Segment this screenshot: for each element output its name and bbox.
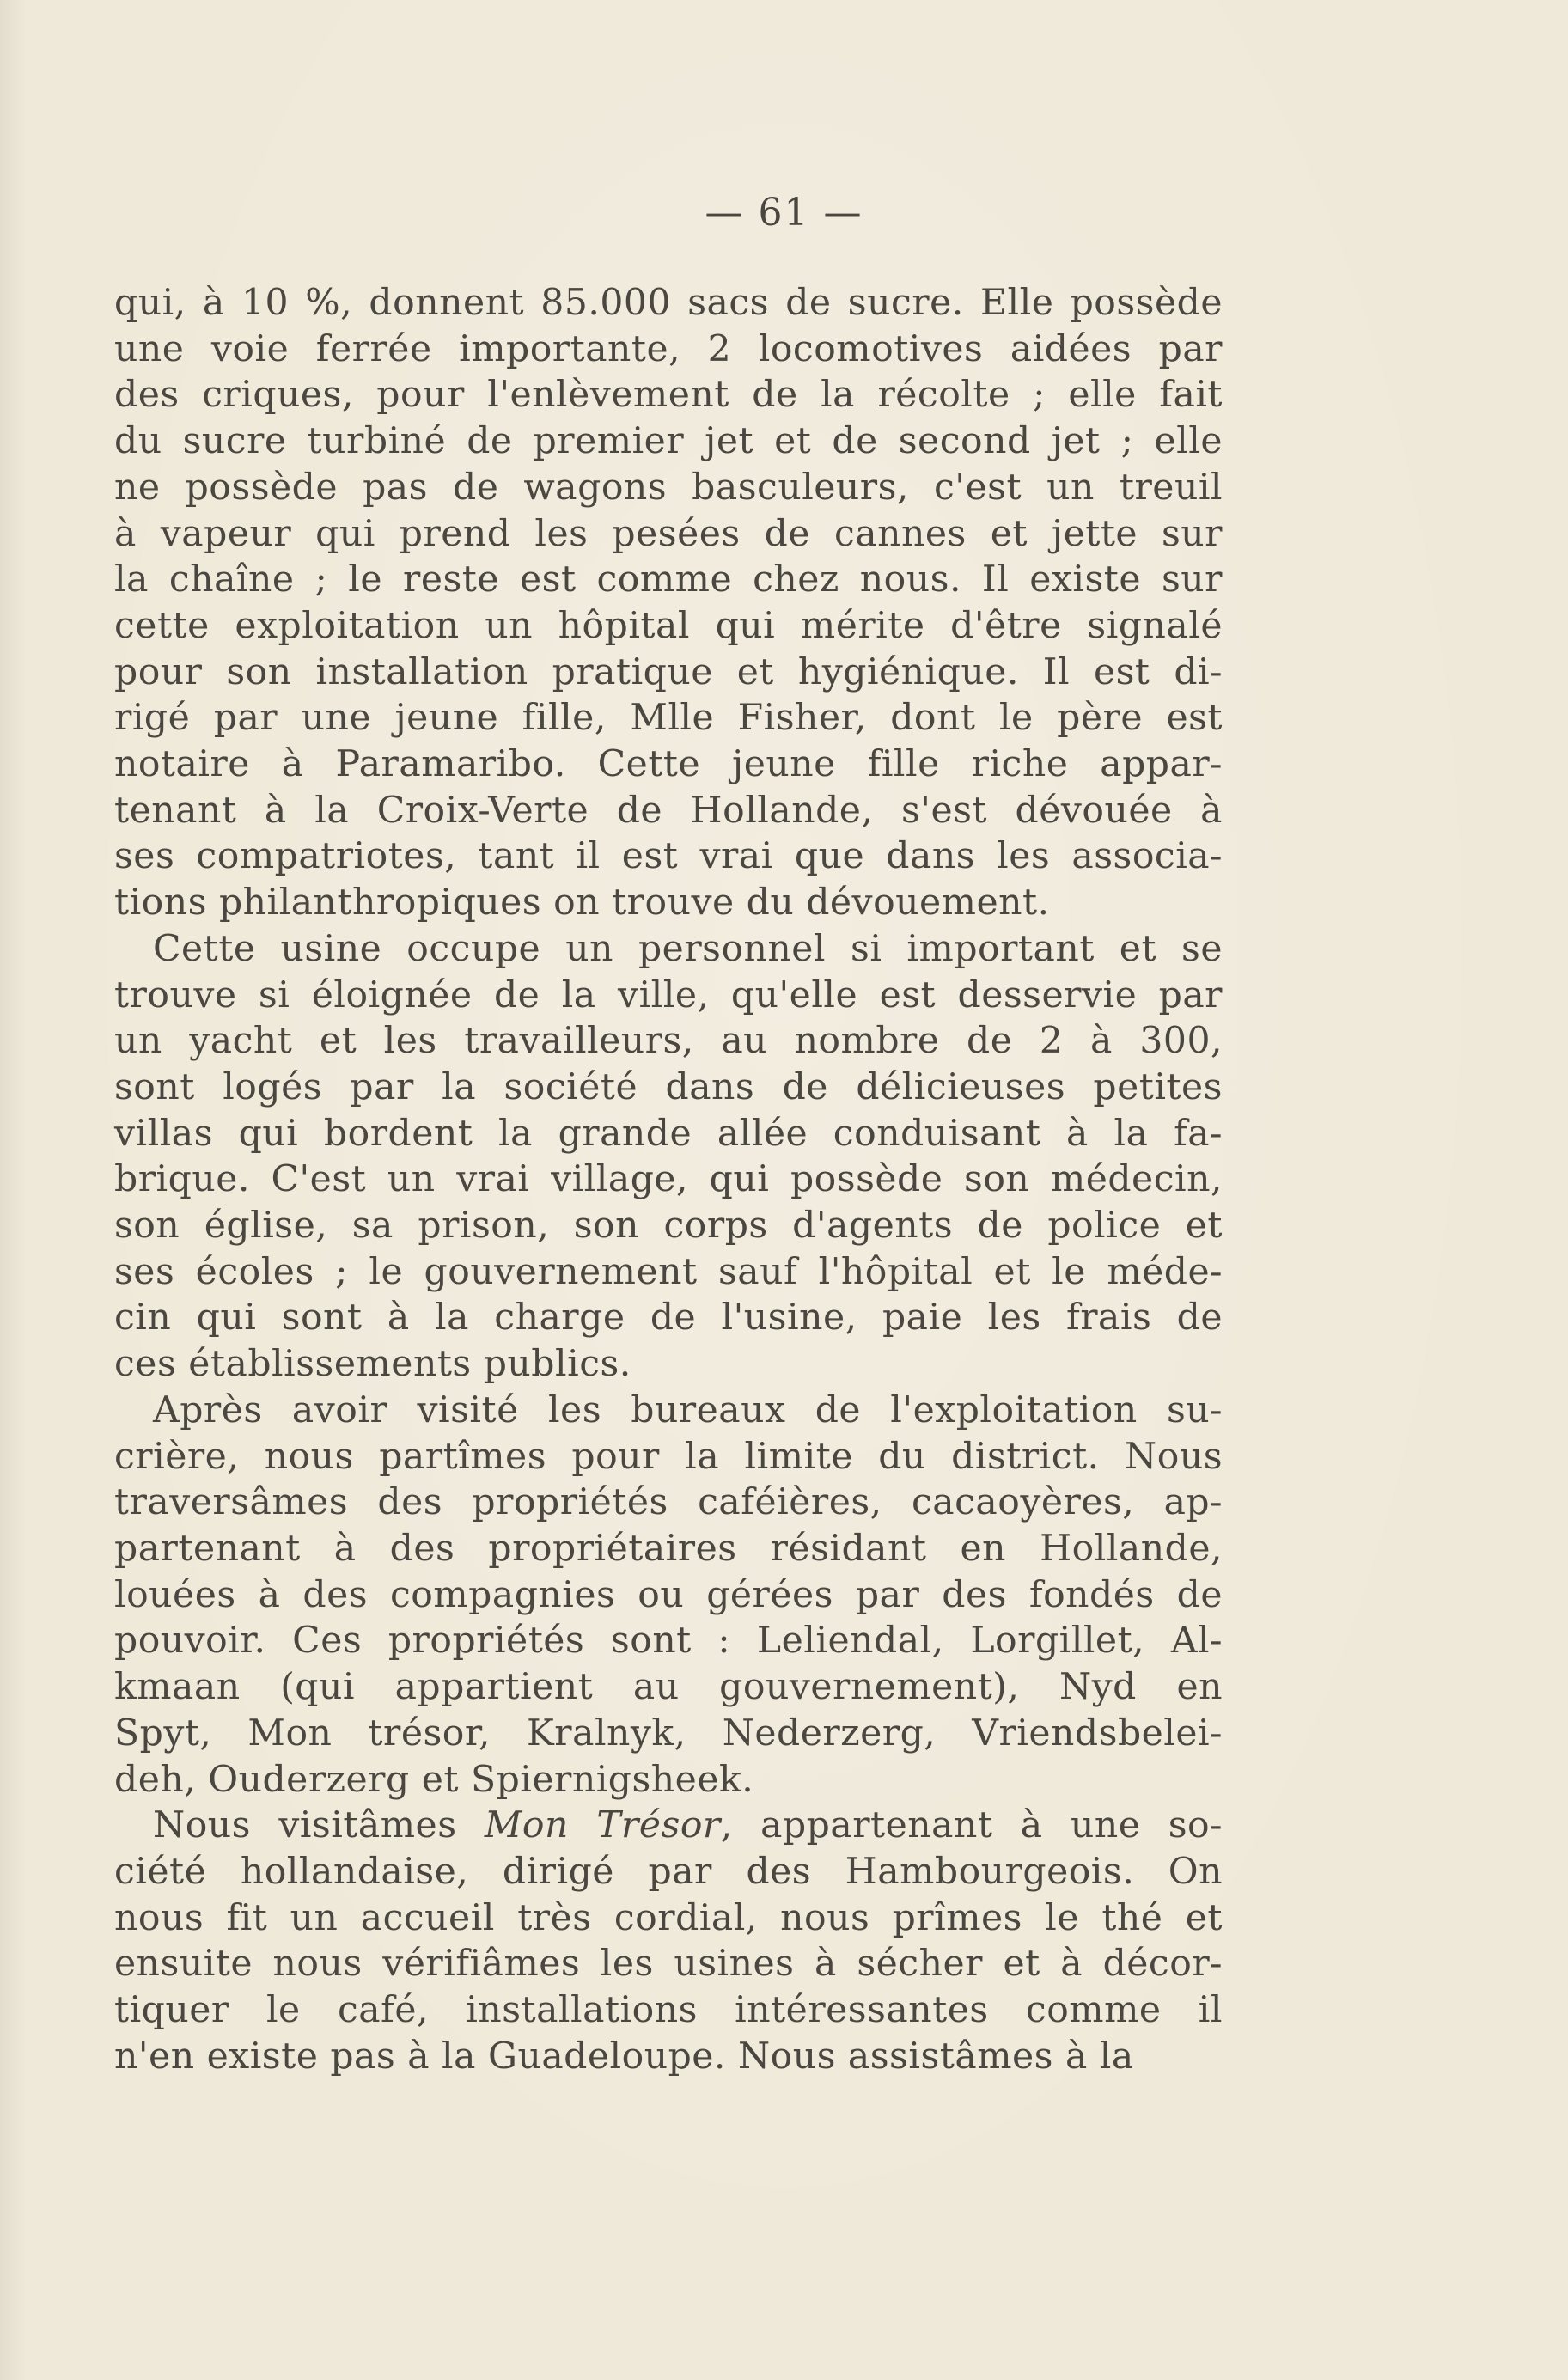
text-line: ces établissements publics. xyxy=(114,1343,631,1386)
text-line: rigé par une jeune fille, Mlle Fisher, dont le père est xyxy=(114,697,1223,740)
text-line: crière, nous partîmes pour la limite du district. Nous xyxy=(114,1435,1223,1478)
text-line: deh, Ouderzerg et Spiernigsheek. xyxy=(114,1758,754,1801)
text-line: n'en existe pas à la Guadeloupe. Nous assistâmes à la xyxy=(114,2035,1134,2078)
text-line: à vapeur qui prend les pesées de cannes et jette sur xyxy=(114,512,1223,555)
text-line: kmaan (qui appartient au gouvernement), Nyd en xyxy=(114,1666,1223,1709)
text-line: une voie ferrée importante, 2 locomotives aidées par xyxy=(114,327,1223,370)
body-text xyxy=(114,280,1223,2079)
page-number: — 61 — xyxy=(705,191,863,235)
text-line: la chaîne ; le reste est comme chez nous. Il existe sur xyxy=(114,558,1223,601)
text-line: Après avoir visité les bureaux de l'exploitation su- xyxy=(153,1388,1223,1431)
text-line: notaire à Paramaribo. Cette jeune fille riche appar- xyxy=(114,743,1223,786)
text-line: cin qui sont à la charge de l'usine, paie les frais de xyxy=(114,1297,1223,1340)
text-line: un yacht et les travailleurs, au nombre de 2 à 300, xyxy=(114,1020,1223,1063)
text-line: des criques, pour l'enlèvement de la récolte ; elle fait xyxy=(114,374,1223,417)
text-line: ensuite nous vérifiâmes les usines à sécher et à décor- xyxy=(114,1943,1223,1986)
text-line: villas qui bordent la grande allée conduisant à la fa- xyxy=(114,1112,1223,1155)
text-line: nous fit un accueil très cordial, nous prîmes le thé et xyxy=(114,1896,1223,1939)
text-line: partenant à des propriétaires résidant en Hollande, xyxy=(114,1527,1223,1570)
text-line: tions philanthropiques on trouve du dévouement. xyxy=(114,882,1050,925)
text-line: brique. C'est un vrai village, qui possède son médecin, xyxy=(114,1158,1223,1201)
text-line: pouvoir. Ces propriétés sont : Leliendal, Lorgillet, Al- xyxy=(114,1620,1223,1663)
text-line: louées à des compagnies ou gérées par des fondés de xyxy=(114,1573,1223,1616)
text-line: ne possède pas de wagons basculeurs, c'est un treuil xyxy=(114,466,1223,509)
text-line: pour son installation pratique et hygiénique. Il est di- xyxy=(114,650,1223,693)
text-line: tiquer le café, installations intéressantes comme il xyxy=(114,1989,1223,2032)
text-line: ciété hollandaise, dirigé par des Hambourgeois. On xyxy=(114,1850,1223,1893)
text-line: qui, à 10 %, donnent 85.000 sacs de sucre. Elle possède xyxy=(114,282,1223,324)
text-line: du sucre turbiné de premier jet et de second jet ; elle xyxy=(114,420,1223,463)
text-line: cette exploitation un hôpital qui mérite d'être signalé xyxy=(114,604,1223,647)
text-line: Cette usine occupe un personnel si important et se xyxy=(153,927,1223,970)
text-line: ses écoles ; le gouvernement sauf l'hôpital et le méde- xyxy=(114,1250,1223,1293)
text-line: Nous visitâmes Mon Trésor, appartenant à une so- xyxy=(153,1804,1223,1847)
text-line: son église, sa prison, son corps d'agents de police et xyxy=(114,1205,1223,1248)
text-line: Spyt, Mon trésor, Kralnyk, Nederzerg, Vriendsbelei- xyxy=(114,1712,1223,1754)
text-line: tenant à la Croix-Verte de Hollande, s'est dévouée à xyxy=(114,789,1223,832)
text-line: ses compatriotes, tant il est vrai que dans les associa- xyxy=(114,835,1223,878)
text-line: sont logés par la société dans de délicieuses petites xyxy=(114,1065,1223,1108)
text-line: trouve si éloignée de la ville, qu'elle est desservie par xyxy=(114,973,1223,1016)
text-line: traversâmes des propriétés caféières, cacaoyères, ap- xyxy=(114,1481,1223,1524)
